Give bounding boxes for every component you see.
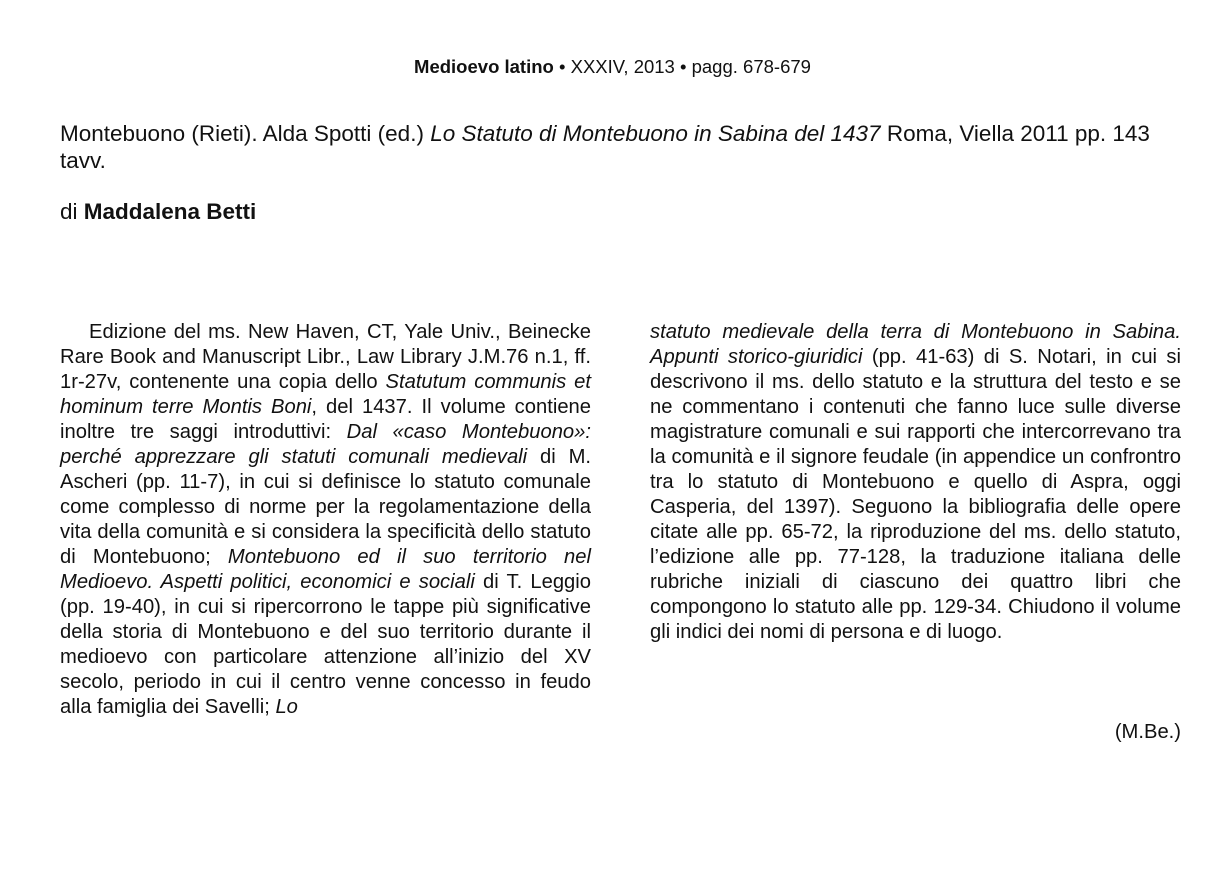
- body-italic: statuto medievale della terra di Montebuono in Sabina. Appunti storico-giuridici: [650, 321, 1181, 368]
- byline: [60, 198, 256, 225]
- separator: •: [553, 56, 571, 77]
- body-italic: Montebuono ed il suo territorio nel Medioevo. Aspetti politici, economici e sociali: [60, 546, 591, 593]
- citation-publisher: Roma, Viella 2011 pp. 143 tavv.: [60, 121, 1150, 173]
- citation-place-editor: Montebuono (Rieti). Alda Spotti (ed.): [60, 121, 431, 146]
- reviewer-signature: (M.Be.): [1114, 721, 1181, 743]
- author-name: Maddalena Betti: [83, 199, 257, 224]
- body-paragraph-continued: [650, 320, 1181, 645]
- text-column-right: [650, 320, 1181, 645]
- separator: •: [674, 56, 692, 77]
- body-italic: Dal «caso Montebuono»: perché apprezzare gli statuti comunali medievali: [60, 421, 591, 468]
- body-text: (pp. 41-63) di S. Notari, in cui si descrivono il ms. dello statuto e la struttura del testo e se ne commentano i contenuti che fanno luce sulle diverse magistrature comunali e sui rapporti che intercorrevano tra la comunità e il signore feudale (in appendice un confrontro tra lo statuto di Montebuono e quello di Aspra, oggi Casperia, del 1397). Seguono la bibliografia delle opere citate alle pp. 65-72, la riproduzione del ms. dello statuto, l’edizione alle pp. 77-128, la traduzione italiana delle rubriche iniziali di ciascuno dei quattro libri che compongono lo statuto alle pp. 129-34. Chiudono il volume gli indici dei nomi di persona e di luogo.: [650, 346, 1181, 643]
- body-text: di T. Leggio (pp. 19-40), in cui si ripercorrono le tappe più significative della storia di Montebuono e del suo territorio durante il medioevo con particolare attenzione all’inizio del XV secolo, periodo in cui il centro venne concesso in feudo alla famiglia dei Savelli;: [60, 571, 591, 718]
- running-head: [0, 56, 1225, 78]
- body-italic: Statutum communis et hominum terre Montis Boni: [60, 371, 591, 418]
- text-column-left: [60, 320, 591, 720]
- body-text: , del 1437. Il volume contiene inoltre tre saggi introduttivi:: [60, 396, 591, 443]
- journal-name: Medioevo latino: [414, 56, 554, 77]
- body-text: Edizione del ms. New Haven, CT, Yale Univ., Beinecke Rare Book and Manuscript Libr., Law Library J.M.76 n.1, ff. 1r-27v, contenente una copia dello: [60, 321, 591, 393]
- body-paragraph: [60, 320, 591, 720]
- volume-year: XXXIV, 2013: [570, 56, 675, 77]
- book-citation: [60, 120, 1182, 174]
- page-range: pagg. 678-679: [691, 56, 811, 77]
- body-text: di M. Ascheri (pp. 11-7), in cui si definisce lo statuto comunale come complesso di norme per la regolamentazione della vita della comunità e si considera la specificità dello statuto di Montebuono;: [60, 446, 591, 568]
- byline-prefix: di: [60, 199, 84, 224]
- body-italic: Lo: [275, 696, 298, 718]
- book-title: Lo Statuto di Montebuono in Sabina del 1437: [430, 121, 881, 146]
